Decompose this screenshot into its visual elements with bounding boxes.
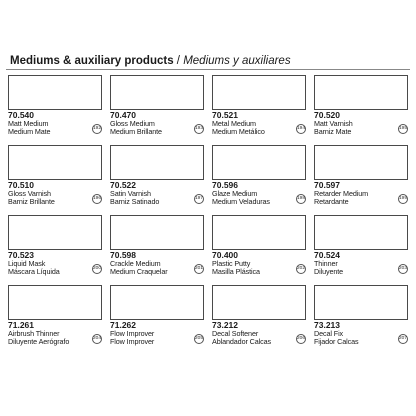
color-swatch — [212, 285, 306, 320]
reference-number-badge: 192 — [92, 124, 102, 134]
reference-number-badge: 200 — [92, 264, 102, 274]
product-name-english: Crackle Medium — [110, 259, 161, 268]
heading-spanish: Mediums y auxiliares — [183, 55, 291, 67]
product-name-english: Gloss Varnish — [8, 189, 51, 198]
product-name-spanish: Masilla Plástica — [212, 267, 260, 276]
product-name-english: Metal Medium — [212, 119, 256, 128]
product-code: 70.523 — [8, 250, 34, 260]
reference-number-badge: 198 — [296, 194, 306, 204]
product-name-english: Satin Varnish — [110, 189, 151, 198]
product-name-spanish: Medium Metálico — [212, 127, 265, 136]
product-name-english: Gloss Medium — [110, 119, 155, 128]
product-name-spanish: Ablandador Calcas — [212, 337, 272, 346]
reference-number-badge: 194 — [296, 124, 306, 134]
product-name-spanish: Medium Mate — [8, 127, 51, 136]
product-name-spanish: Medium Veladuras — [212, 197, 270, 206]
product-card — [314, 215, 408, 285]
color-swatch — [314, 215, 408, 250]
color-swatch — [212, 75, 306, 110]
product-name-english: Decal Fix — [314, 329, 344, 338]
product-card — [212, 285, 306, 355]
reference-number-badge: 197 — [194, 194, 204, 204]
reference-number-badge: 205 — [194, 334, 204, 344]
color-swatch — [212, 215, 306, 250]
reference-number-badge: 196 — [92, 194, 102, 204]
product-name-english: Airbrush Thinner — [8, 329, 60, 338]
reference-number-badge: 195 — [398, 124, 408, 134]
product-grid — [8, 75, 408, 355]
product-code: 70.521 — [212, 110, 238, 120]
product-name-spanish: Máscara Líquida — [8, 267, 60, 276]
reference-number-badge: 206 — [296, 334, 306, 344]
product-card — [8, 285, 102, 355]
product-card — [212, 215, 306, 285]
product-name-spanish: Medium Brillante — [110, 127, 162, 136]
product-card — [110, 145, 204, 215]
product-card — [314, 285, 408, 355]
color-swatch — [314, 75, 408, 110]
product-card — [110, 215, 204, 285]
product-card — [314, 75, 408, 145]
color-swatch — [212, 145, 306, 180]
product-code: 70.597 — [314, 180, 340, 190]
reference-number-badge: 204 — [92, 334, 102, 344]
product-name-english: Liquid Mask — [8, 259, 46, 268]
color-swatch — [314, 285, 408, 320]
product-name-spanish: Diluyente Aerógrafo — [8, 337, 70, 346]
reference-number-badge: 201 — [194, 264, 204, 274]
product-card — [110, 75, 204, 145]
reference-number-badge: 193 — [194, 124, 204, 134]
product-name-spanish: Barniz Mate — [314, 127, 352, 136]
product-code: 70.510 — [8, 180, 34, 190]
product-name-english: Plastic Putty — [212, 259, 251, 268]
product-code: 71.261 — [8, 320, 34, 330]
reference-number-badge: 207 — [398, 334, 408, 344]
color-swatch — [110, 75, 204, 110]
color-swatch — [8, 145, 102, 180]
product-name-english: Glaze Medium — [212, 189, 258, 198]
product-card — [8, 215, 102, 285]
product-name-english: Matt Medium — [8, 119, 49, 128]
product-card — [8, 145, 102, 215]
product-name-spanish: Fijador Calcas — [314, 337, 359, 346]
product-name-spanish: Diluyente — [314, 267, 344, 276]
product-name-spanish: Barniz Brillante — [8, 197, 55, 206]
product-card — [212, 145, 306, 215]
heading-english: Mediums & auxiliary products — [10, 55, 174, 67]
heading-separator: / — [173, 55, 184, 67]
product-card — [8, 75, 102, 145]
product-code: 70.524 — [314, 250, 340, 260]
product-card — [212, 75, 306, 145]
product-code: 70.596 — [212, 180, 238, 190]
color-swatch — [8, 215, 102, 250]
product-code: 71.262 — [110, 320, 136, 330]
color-swatch — [8, 75, 102, 110]
product-name-english: Retarder Medium — [314, 189, 369, 198]
product-name-spanish: Barniz Satinado — [110, 197, 160, 206]
product-code: 70.400 — [212, 250, 238, 260]
product-name-english: Flow Improver — [110, 329, 155, 338]
color-swatch — [110, 285, 204, 320]
product-name-english: Thinner — [314, 259, 338, 268]
color-swatch — [110, 215, 204, 250]
product-name-spanish: Flow Improver — [110, 337, 155, 346]
product-card — [110, 285, 204, 355]
product-code: 70.520 — [314, 110, 340, 120]
product-name-spanish: Medium Craquelar — [110, 267, 168, 276]
product-code: 70.540 — [8, 110, 34, 120]
product-name-english: Decal Softener — [212, 329, 259, 338]
color-swatch — [8, 285, 102, 320]
product-code: 70.470 — [110, 110, 136, 120]
reference-number-badge: 202 — [296, 264, 306, 274]
product-code: 70.598 — [110, 250, 136, 260]
heading-rule — [6, 69, 410, 70]
section-heading — [10, 55, 291, 68]
reference-number-badge: 203 — [398, 264, 408, 274]
product-code: 70.522 — [110, 180, 136, 190]
reference-number-badge: 199 — [398, 194, 408, 204]
product-card — [314, 145, 408, 215]
product-code: 73.213 — [314, 320, 340, 330]
product-name-spanish: Retardante — [314, 197, 349, 206]
product-name-english: Matt Varnish — [314, 119, 353, 128]
color-swatch — [314, 145, 408, 180]
product-code: 73.212 — [212, 320, 238, 330]
color-swatch — [110, 145, 204, 180]
